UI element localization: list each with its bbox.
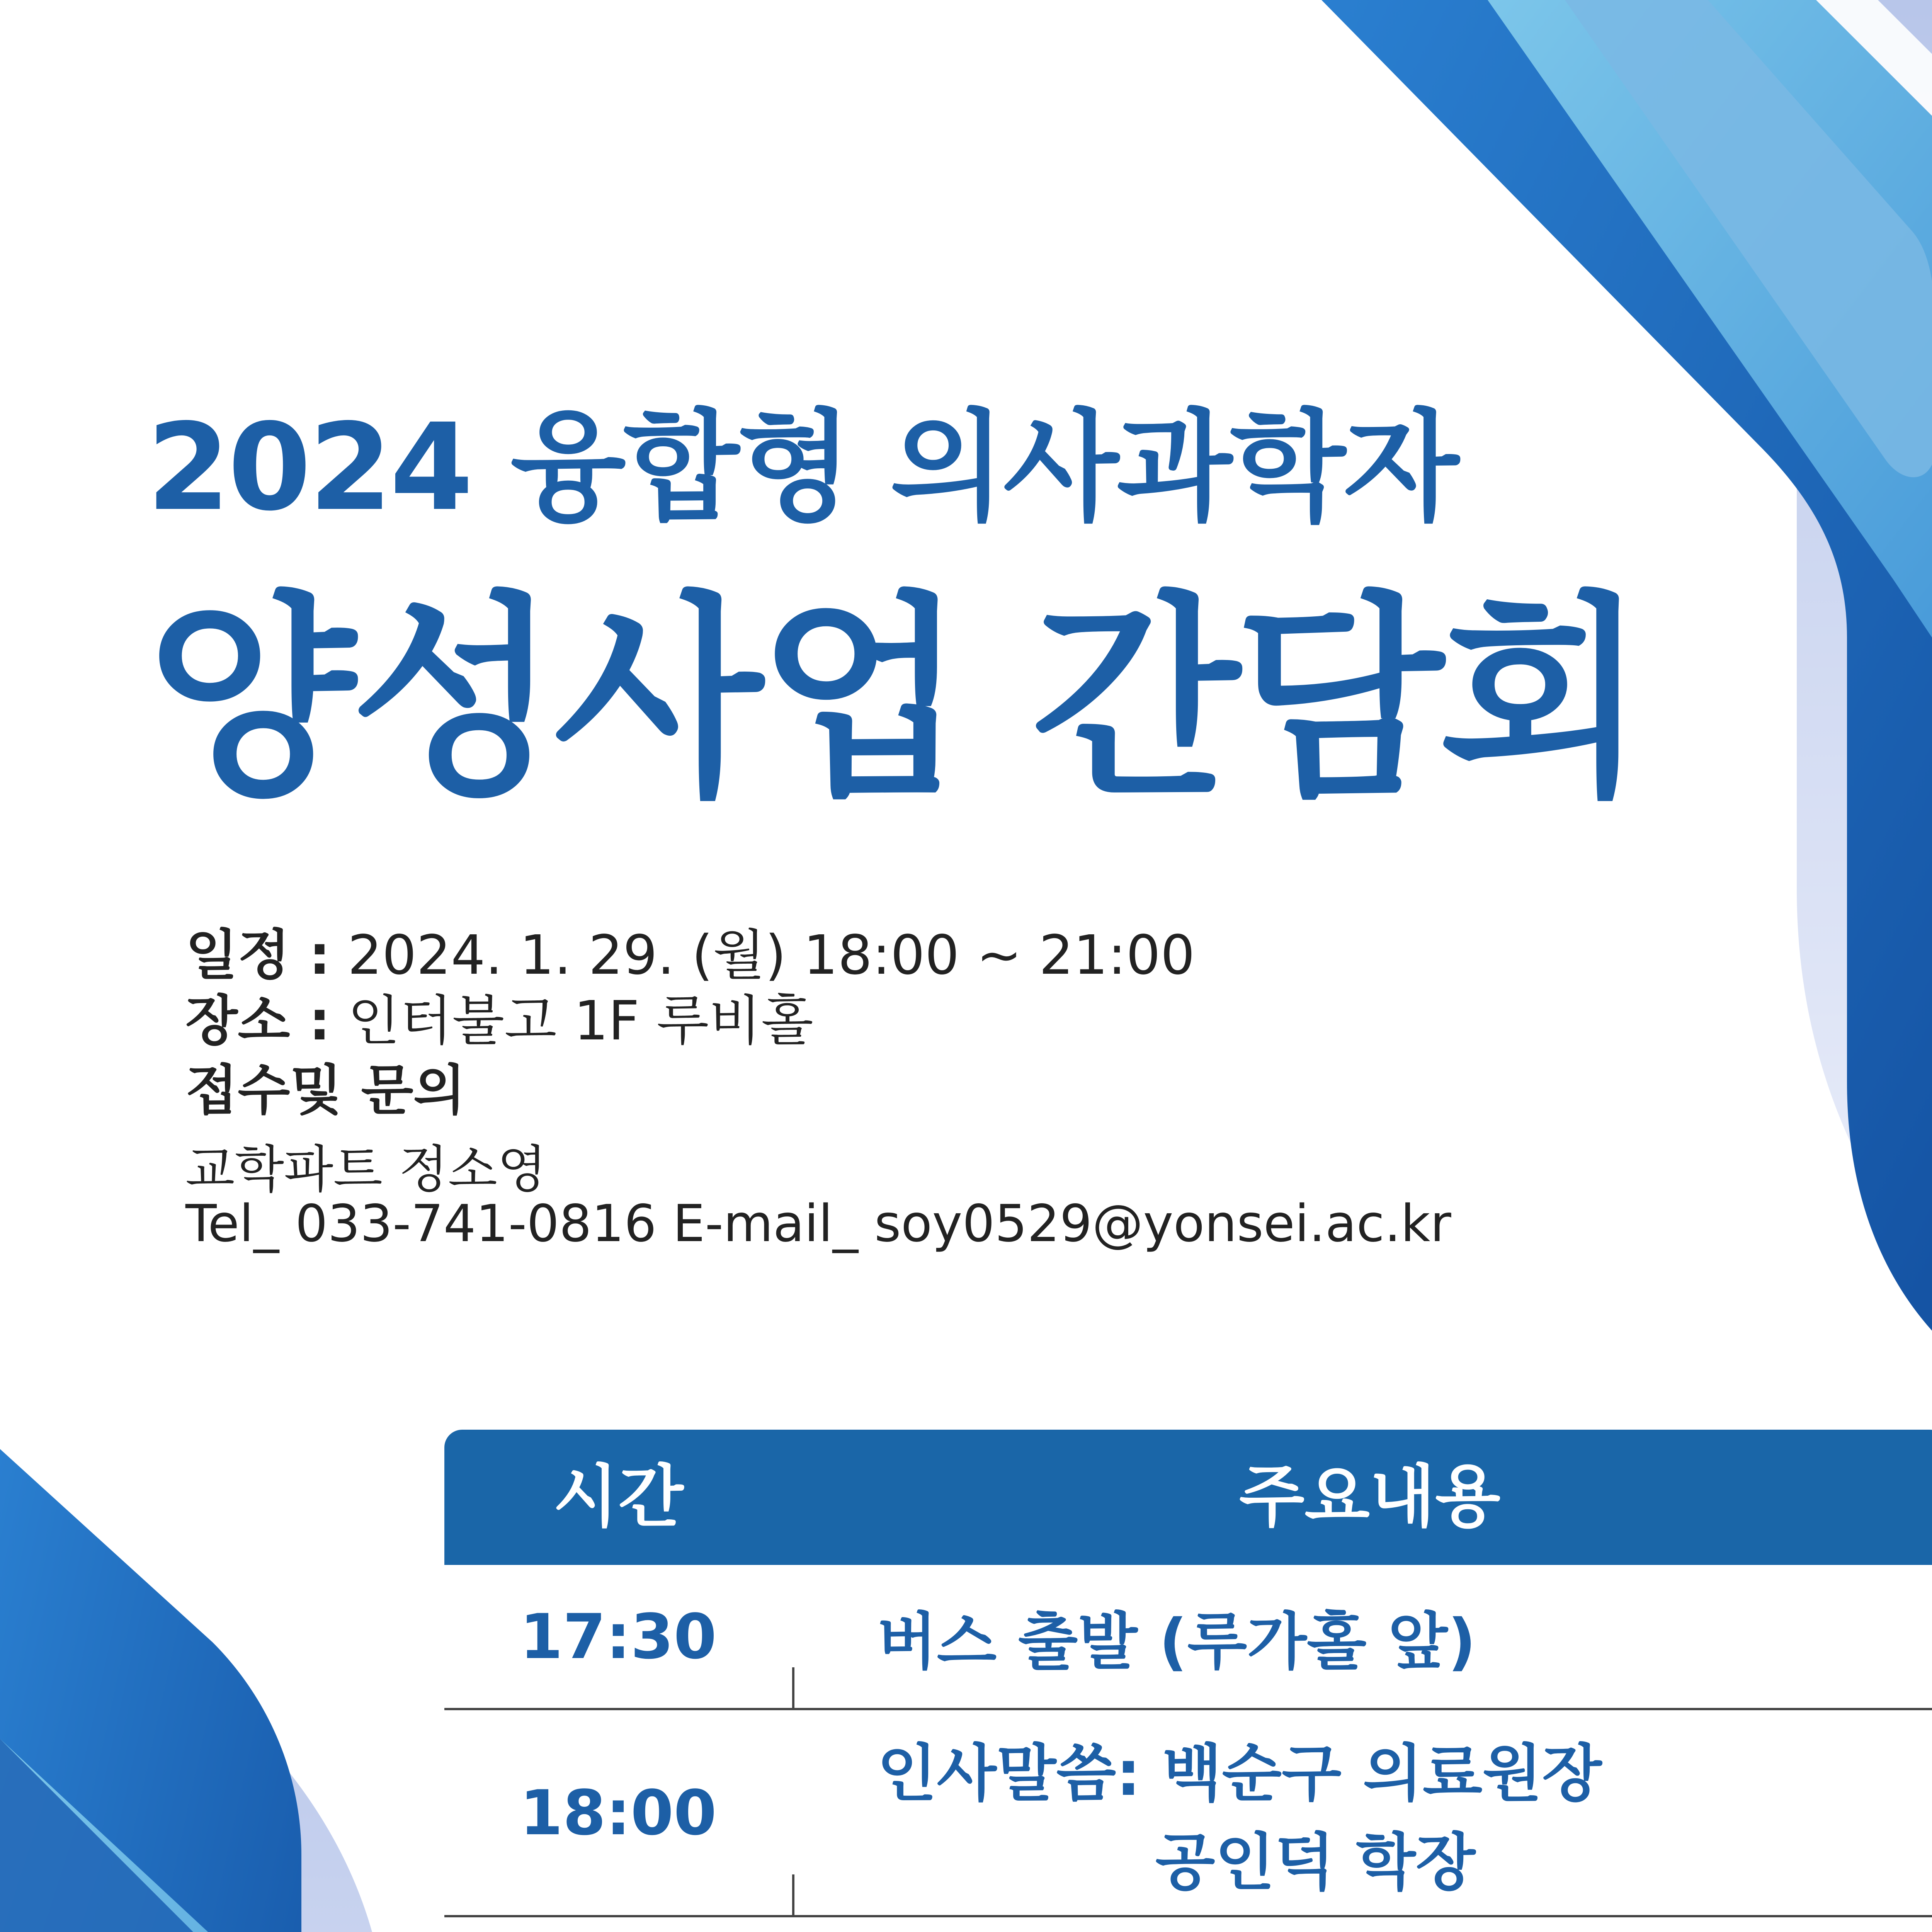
table-row [444,1917,1932,1932]
header-content: 주요내용 [1239,1458,1501,1536]
row-time [444,1917,792,1932]
contact-detail: Tel_ 033-741-0816 E-mail_ soy0529@yonsei.ac.kr [185,1194,1451,1253]
schedule-value: 2024. 1. 29. (월) 18:00 ~ 21:00 [347,924,1195,987]
venue-label: 장소 : [185,990,331,1053]
table-row [444,1565,1932,1710]
title-line-2: 양성사업 간담회 [147,574,1642,826]
schedule-label: 일정 : [185,924,331,987]
venue-value: 인터불고 1F 루비홀 [347,990,814,1053]
contact-person: 교학파트 정소영 [185,1140,547,1199]
row-content-line: 인사말씀: 백순구 의료원장 [877,1737,1602,1810]
column-divider [792,1874,794,1915]
row-content [877,1710,1932,1915]
contact-info [185,1047,466,1125]
title-line-1: 2024 융합형 의사과학자 [147,398,1457,537]
table-header [444,1430,1932,1565]
row-time: 18:00 [520,1776,717,1849]
venue-info [185,978,813,1055]
row-content-line-2: 공인덕 학장 [1155,1826,1476,1898]
header-time: 시간 [553,1458,684,1536]
row-content [877,1565,1932,1708]
table-row [444,1710,1932,1917]
schedule-table [444,1430,1932,1932]
row-content [877,1917,1932,1932]
column-divider [792,1667,794,1708]
contact-label: 접수및 문의 [185,1059,466,1122]
row-content-line: 버스 출발 (루가홀 앞) [877,1605,1476,1678]
row-time: 17:30 [520,1600,717,1673]
